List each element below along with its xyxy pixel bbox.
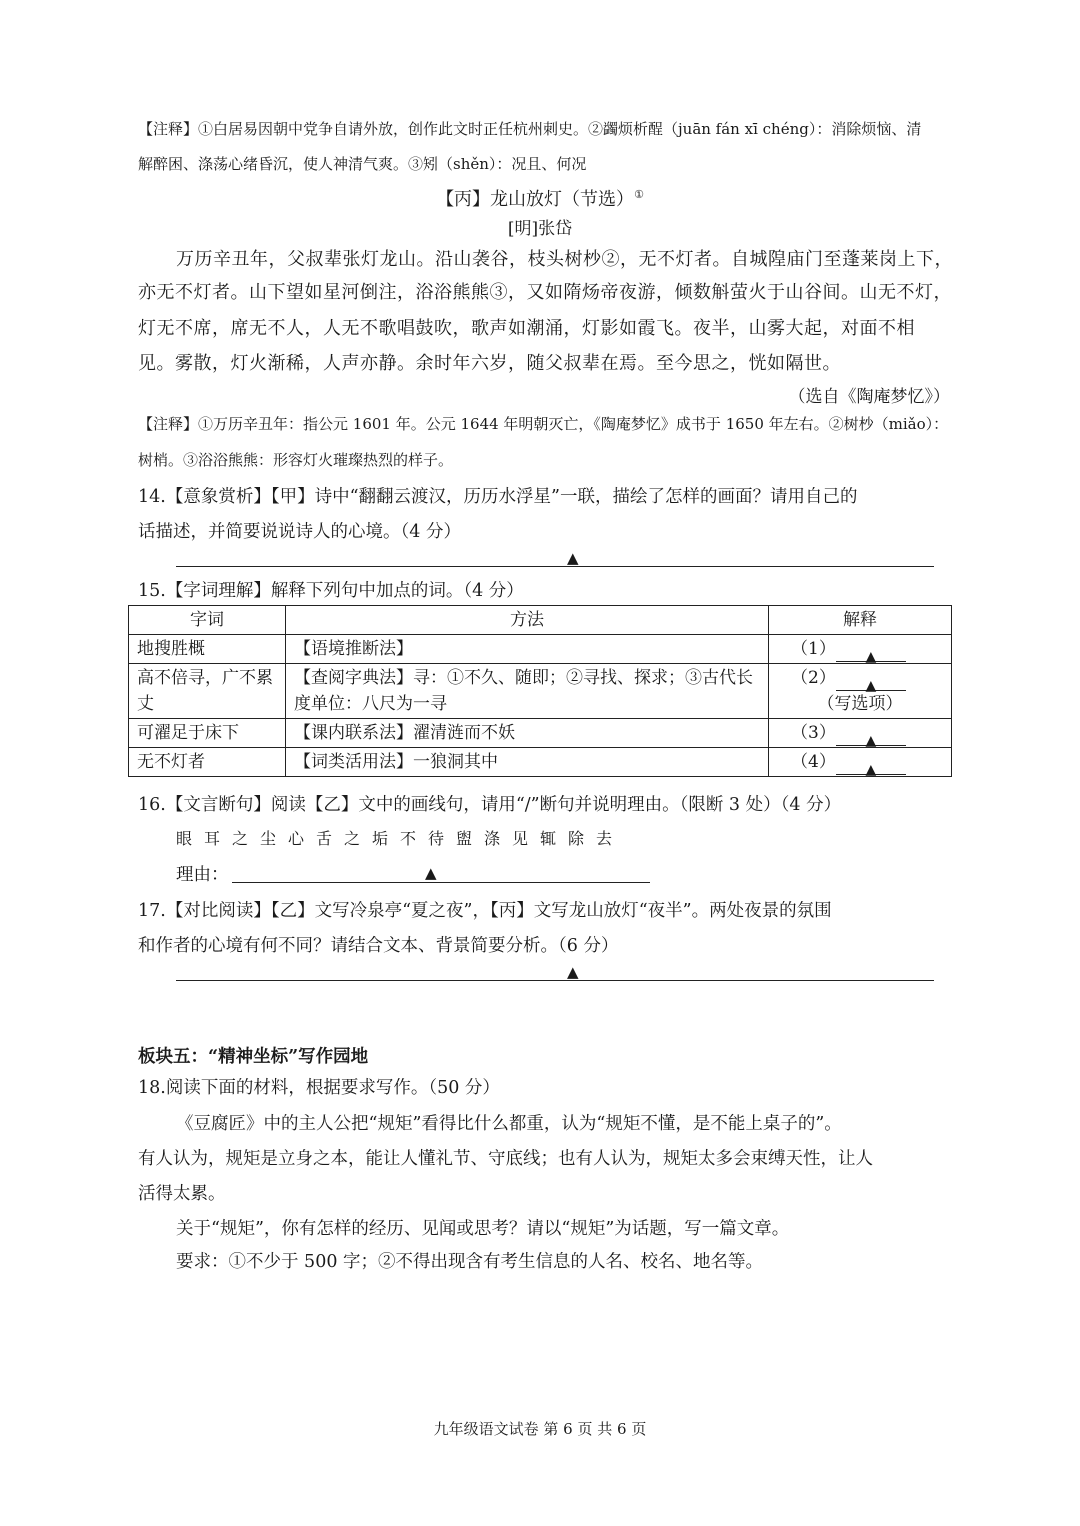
q18-material-line2: 有人认为，规矩是立身之本，能让人懂礼节、守底线；也有人认为，规矩太多会束缚天性，让人: [138, 1149, 873, 1169]
row2-method: 【查阅字典法】寻：①不久、随即；②寻找、探求；③古代长度单位：八尺为一寻: [286, 664, 769, 719]
row4-answer[interactable]: [769, 748, 952, 777]
page-footer: 九年级语文试卷 第 6 页 共 6 页: [433, 1420, 647, 1438]
passage-bing-line1: 万历辛丑年，父叔辈张灯龙山。沿山袭谷，枝头树杪②，无不灯者。自城隍庙门至蓬莱岗上下，: [176, 249, 953, 270]
row4-word: 无不灯者: [129, 748, 286, 777]
q18-prompt: 关于“规矩”，你有怎样的经历、见闻或思考？请以“规矩”为话题，写一篇文章。: [176, 1219, 790, 1239]
row3-answer[interactable]: [769, 719, 952, 748]
row2-word: 高不倍寻，广不累丈: [129, 664, 286, 719]
row1-method: 【语境推断法】: [286, 635, 769, 664]
q14-line1: 14.【意象赏析】【甲】诗中“翻翻云渡汉，历历水浮星”一联，描绘了怎样的画面？请用自己的: [138, 487, 858, 507]
row1-marker: ▲: [865, 649, 877, 665]
header-method: 方法: [286, 606, 769, 635]
table-row: [129, 748, 952, 777]
row1-answer-num: （1）: [791, 639, 836, 659]
table-row: [129, 664, 952, 719]
q15-stem: 15.【字词理解】解释下列句中加点的词。（4 分）: [138, 581, 524, 601]
q14-answer-marker: ▲: [567, 549, 579, 567]
row3-answer-blank[interactable]: [836, 727, 906, 749]
q17-line2: 和作者的心境有何不同？请结合文本、背景简要分析。（6 分）: [138, 936, 619, 956]
passage-bing-source: （选自《陶庵梦忆》）: [788, 387, 950, 407]
q18-requirements: 要求：①不少于 500 字；②不得出现含有考生信息的人名、校名、地名等。: [176, 1252, 764, 1272]
note-yi-line1: 【注释】①白居易因朝中党争自请外放，创作此文时正任杭州刺史。②蠲烦析酲（juān fán xī chéng）：消除烦恼、清: [138, 120, 922, 138]
note-yi-line2: 解醉困、涤荡心绪昏沉，使人神清气爽。③矧（shěn）：况且、何况: [138, 155, 587, 173]
row3-answer-num: （3）: [791, 723, 836, 743]
q18-material-line3: 活得太累。: [138, 1184, 226, 1204]
row4-answer-blank[interactable]: [836, 756, 906, 778]
row2-answer-num: （2）: [791, 668, 836, 688]
passage-bing-line3: 灯无不席，席无不人，人无不歌唱鼓吹，歌声如潮涌，灯影如霞飞。夜半，山雾大起，对面不相: [138, 318, 915, 339]
row4-answer-num: （4）: [791, 752, 836, 772]
q18-material-line1: 《豆腐匠》中的主人公把“规矩”看得比什么都重，认为“规矩不懂，是不能上桌子的”。: [176, 1114, 842, 1134]
passage-title-text: 【丙】龙山放灯（节选）: [436, 189, 635, 210]
passage-bing-line4: 见。雾散，灯火渐稀，人声亦静。余时年六岁，随父叔辈在焉。至今思之，恍如隔世。: [138, 353, 841, 374]
header-answer: 解释: [769, 606, 952, 635]
table-row: [129, 635, 952, 664]
row2-marker: ▲: [865, 678, 877, 694]
title-footnote-mark: ①: [634, 188, 644, 201]
q18-stem: 18.阅读下面的材料，根据要求写作。（50 分）: [138, 1078, 500, 1098]
row3-marker: ▲: [865, 733, 877, 749]
q17-answer-line[interactable]: [176, 980, 934, 981]
q15-table: [128, 605, 952, 777]
row3-word: 可濯足于床下: [129, 719, 286, 748]
q16-reason-line[interactable]: [232, 882, 650, 883]
passage-bing-line2: 亦无不灯者。山下望如星河倒注，浴浴熊熊③，又如隋炀帝夜游，倾数斛萤火于山谷间。山无不灯，: [138, 282, 952, 303]
q16-sentence[interactable]: 眼耳之尘心舌之垢不待盥涤见辄除去: [176, 829, 625, 848]
q14-answer-line[interactable]: [176, 566, 934, 567]
q16-reason-marker: ▲: [425, 864, 437, 882]
row2-answer-blank[interactable]: [836, 672, 906, 694]
table-row: [129, 719, 952, 748]
row4-method: 【词类活用法】一狼洞其中: [286, 748, 769, 777]
row1-answer-blank[interactable]: [836, 643, 906, 665]
row3-method: 【课内联系法】濯清涟而不妖: [286, 719, 769, 748]
passage-bing-title: [0, 185, 1080, 211]
q17-answer-marker: ▲: [567, 963, 579, 981]
q17-line1: 17.【对比阅读】【乙】文写冷泉亭“夏之夜”，【丙】文写龙山放灯“夜半”。两处夜景的氛围: [138, 901, 832, 921]
passage-bing-author: [明]张岱: [507, 219, 573, 239]
header-word: 字词: [129, 606, 286, 635]
row4-marker: ▲: [865, 762, 877, 778]
section5-title: 板块五：“精神坐标”写作园地: [138, 1047, 369, 1067]
q16-stem: 16.【文言断句】阅读【乙】文中的画线句，请用“/”断句并说明理由。（限断 3 处）（4 分）: [138, 795, 842, 815]
row2-answer-hint: （写选项）: [817, 694, 903, 714]
note-bing-line2: 树梢。③浴浴熊熊：形容灯火璀璨热烈的样子。: [138, 451, 454, 469]
row1-answer[interactable]: [769, 635, 952, 664]
row2-answer[interactable]: [769, 664, 952, 719]
q16-reason-label: 理由：: [176, 865, 229, 885]
q14-line2: 话描述，并简要说说诗人的心境。（4 分）: [138, 522, 461, 542]
note-bing-line1: 【注释】①万历辛丑年：指公元 1601 年。公元 1644 年明朝灭亡，《陶庵梦忆》成书于 1650 年左右。②树杪（miǎo）：: [138, 415, 949, 433]
row1-word: 地搜胜概: [129, 635, 286, 664]
q15-table-header: [129, 606, 952, 635]
